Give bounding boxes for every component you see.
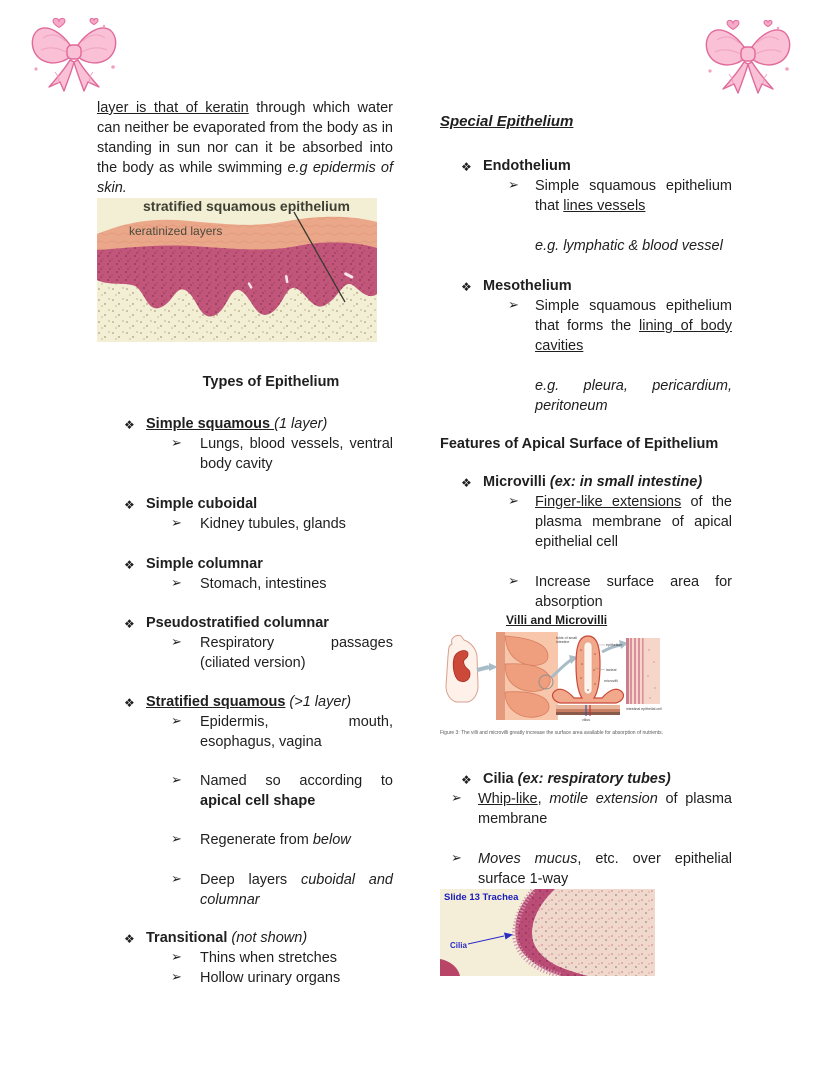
type-title: Stratified squamous (>1 layer) — [146, 694, 352, 710]
type-title: Transitional (not shown) — [146, 930, 308, 946]
arrow-bullet-icon: ➢ — [171, 872, 182, 887]
type-sub — [97, 948, 393, 968]
sub-text: Simple squamous epithelium that forms the lining of body cavities — [535, 298, 732, 354]
type-title: Simple cuboidal — [146, 496, 258, 512]
diamond-bullet-icon: ❖ — [124, 498, 135, 512]
type-sub — [97, 633, 393, 673]
sub-text: Moves mucus, etc. over epithelial surface 1-way — [478, 851, 732, 887]
arrow-bullet-icon: ➢ — [171, 773, 182, 788]
type-item-stratified-squamous — [97, 692, 393, 712]
type-sub — [97, 830, 393, 850]
type-sub-text: Stomach, intestines — [200, 576, 327, 592]
type-title: Pseudostratified columnar — [146, 615, 329, 631]
arrow-bullet-icon: ➢ — [451, 851, 462, 866]
features-heading: Features of Apical Surface of Epithelium — [440, 436, 719, 452]
microvilli-sub — [440, 572, 732, 612]
sub-text: Simple squamous epithelium that lines vessels — [535, 178, 732, 214]
diamond-bullet-icon: ❖ — [461, 476, 472, 490]
type-title: Simple squamous (1 layer) — [146, 416, 328, 432]
stratified-squamous-histology-figure — [97, 198, 377, 342]
right-column — [440, 112, 732, 982]
mesothelium-item — [440, 276, 732, 296]
mesothelium-example: e.g. pleura, pericardium, peritoneum — [535, 378, 732, 414]
bow-icon — [28, 12, 120, 92]
diamond-bullet-icon: ❖ — [124, 932, 135, 946]
villi-microvilli-figure — [440, 630, 662, 723]
type-item-transitional — [97, 928, 393, 948]
endothelium-item — [440, 156, 732, 176]
arrow-bullet-icon: ➢ — [171, 832, 182, 847]
left-column — [97, 98, 393, 988]
type-sub-text: Epidermis, mouth, esophagus, vagina — [200, 714, 393, 750]
villi-label-cell: intestinal epithelial cell — [626, 707, 662, 711]
cilia-sub — [440, 849, 732, 889]
sub-text: Increase surface area for absorption — [535, 574, 732, 610]
diamond-bullet-icon: ❖ — [461, 773, 472, 787]
item-title: Endothelium — [483, 158, 571, 174]
villi-label-folds1: folds of small — [556, 636, 577, 640]
type-sub — [97, 771, 393, 811]
type-title: Simple columnar — [146, 556, 263, 572]
arrow-bullet-icon: ➢ — [171, 970, 182, 985]
type-sub-text: Respiratory passages (ciliated version) — [200, 635, 393, 671]
arrow-bullet-icon: ➢ — [171, 950, 182, 965]
villi-microvilli-label: Villi and Microvilli — [506, 613, 608, 627]
sub-text: Whip-like, motile extension of plasma membrane — [478, 791, 732, 827]
diamond-bullet-icon: ❖ — [124, 558, 135, 572]
type-sub — [97, 514, 393, 534]
type-sub-text: Thins when stretches — [200, 950, 338, 966]
type-sub — [97, 968, 393, 988]
type-sub — [97, 434, 393, 474]
diamond-bullet-icon: ❖ — [461, 160, 472, 174]
villi-label-folds2: intestine — [556, 640, 570, 644]
arrow-bullet-icon: ➢ — [171, 714, 182, 729]
type-sub-text: Hollow urinary organs — [200, 970, 341, 986]
arrow-bullet-icon: ➢ — [171, 436, 182, 451]
villi-label-lacteal: lacteal — [606, 668, 617, 672]
arrow-bullet-icon: ➢ — [171, 516, 182, 531]
figure-label-keratinized: keratinized layers — [129, 224, 223, 238]
endothelium-example: e.g. lymphatic & blood vessel — [535, 238, 723, 254]
villi-label-microvilli: microvilli — [604, 679, 618, 683]
arrow-bullet-icon: ➢ — [171, 576, 182, 591]
type-sub — [97, 870, 393, 910]
villi-figure-caption: Figure 3: The villi and microvilli greatly increase the surface area available for absorption of nutrients. — [440, 730, 664, 736]
arrow-bullet-icon: ➢ — [508, 574, 519, 589]
arrow-bullet-icon: ➢ — [451, 791, 462, 806]
type-sub-text: Deep layers cuboidal and columnar — [200, 872, 393, 908]
types-heading: Types of Epithelium — [202, 374, 340, 390]
sub-text: Finger-like extensions of the plasma membrane of apical epithelial cell — [535, 494, 732, 550]
type-sub-text: Lungs, blood vessels, ventral body cavity — [200, 436, 393, 472]
type-item-simple-squamous — [97, 414, 393, 434]
diamond-bullet-icon: ❖ — [124, 418, 135, 432]
trachea-slide-title: Slide 13 Trachea — [444, 892, 519, 903]
trachea-slide-figure — [440, 889, 655, 976]
cilia-sub — [440, 789, 732, 829]
arrow-bullet-icon: ➢ — [171, 635, 182, 650]
cilia-label: Cilia — [450, 941, 467, 950]
microvilli-item — [440, 472, 732, 492]
microvilli-sub — [440, 492, 732, 552]
bow-icon — [702, 14, 794, 94]
mesothelium-sub — [440, 296, 732, 356]
type-sub — [97, 712, 393, 752]
cilia-item — [440, 769, 732, 789]
type-item-simple-cuboidal — [97, 494, 393, 514]
arrow-bullet-icon: ➢ — [508, 298, 519, 313]
diamond-bullet-icon: ❖ — [461, 280, 472, 294]
item-title: Cilia (ex: respiratory tubes) — [483, 771, 671, 787]
special-epithelium-heading: Special Epithelium — [440, 113, 574, 130]
villi-label-villus: villus — [582, 718, 590, 722]
diamond-bullet-icon: ❖ — [124, 617, 135, 631]
endothelium-sub — [440, 176, 732, 216]
intro-paragraph: layer is that of keratin through which water can neither be evaporated from the body as in standing in sun nor can it be absorbed into the body as while swimming e.g epidermis of skin. — [97, 100, 393, 196]
type-sub-text: Kidney tubules, glands — [200, 516, 346, 532]
arrow-bullet-icon: ➢ — [508, 178, 519, 193]
type-item-pseudostratified — [97, 613, 393, 633]
item-title: Microvilli (ex: in small intestine) — [483, 474, 703, 490]
item-title: Mesothelium — [483, 278, 572, 294]
type-sub-text: Regenerate from below — [200, 832, 351, 848]
type-sub — [97, 574, 393, 594]
figure-label-stratified: stratified squamous epithelium — [143, 198, 350, 214]
villi-label-epithelium: epithelium — [606, 643, 623, 647]
diamond-bullet-icon: ❖ — [124, 696, 135, 710]
type-sub-text: Named so according to apical cell shape — [200, 773, 393, 809]
type-item-simple-columnar — [97, 554, 393, 574]
arrow-bullet-icon: ➢ — [508, 494, 519, 509]
